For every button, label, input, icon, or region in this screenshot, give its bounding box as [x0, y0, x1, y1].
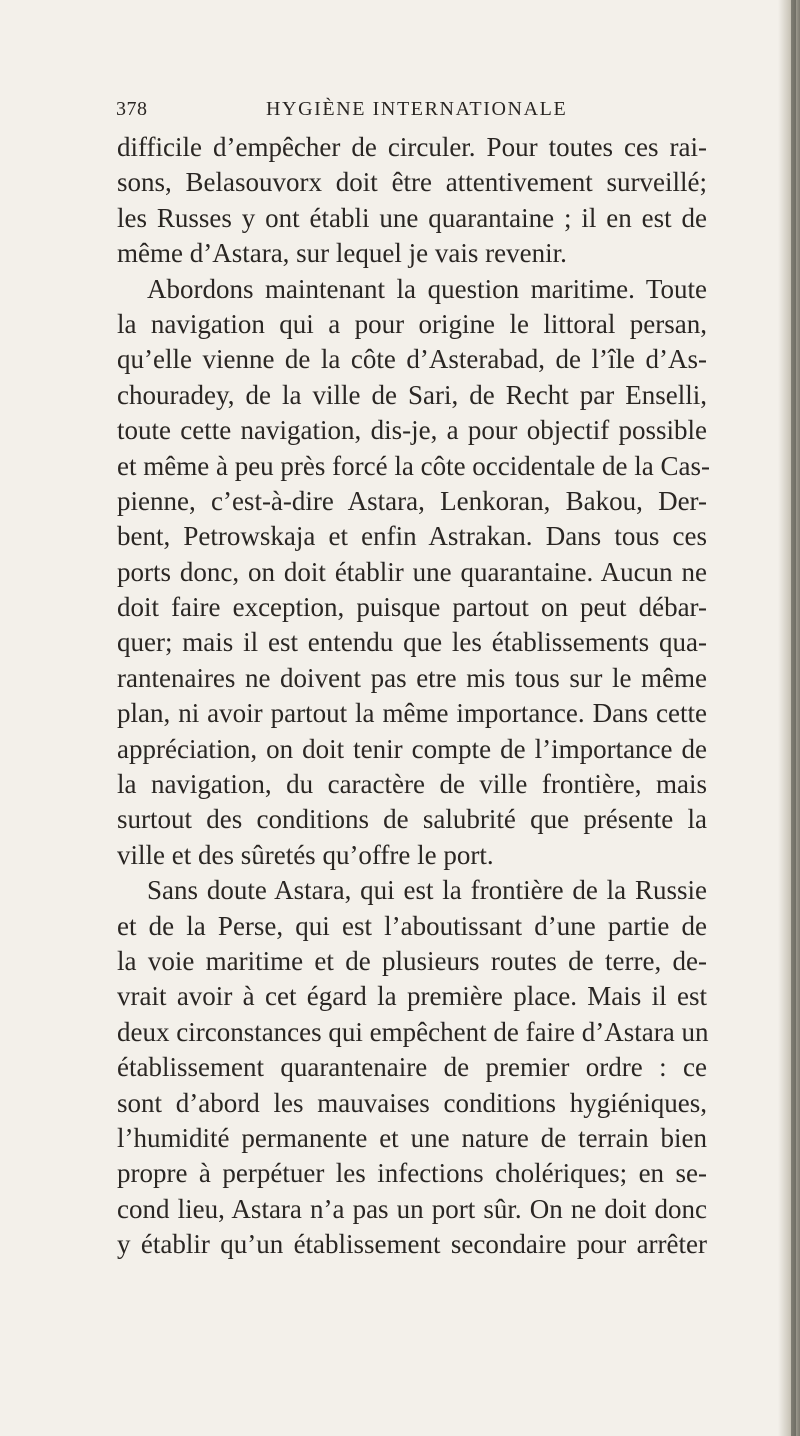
text-line: établissement quarantenaire de premier ordre : ce [117, 1052, 707, 1083]
text-line: bent, Petrowskaja et enfin Astrakan. Dans tous ces [117, 521, 707, 552]
page-number: 378 [116, 98, 148, 120]
running-head [116, 92, 716, 128]
text-line: difficile d’empêcher de circuler. Pour toutes ces rai- [117, 132, 707, 162]
text-line: et même à peu près forcé la côte occidentale de la Cas- [117, 450, 710, 481]
text-line: la voie maritime et de plusieurs routes de terre, de- [117, 945, 707, 976]
text-line: sons, Belasouvorx doit être attentivement surveillé; [117, 167, 707, 198]
text-line: chouradey, de la ville de Sari, de Recht par Enselli, [117, 379, 707, 410]
text-line: pienne, c’est-à-dire Astara, Lenkoran, Bakou, Der- [117, 485, 707, 516]
text-line: y établir qu’un établissement secondaire pour arrêter [117, 1229, 707, 1260]
text-line: Sans doute Astara, qui est la frontière de la Russie [147, 875, 707, 906]
text-line: les Russes y ont établi une quarantaine ; il en est de [117, 202, 707, 233]
text-line: même d’Astara, sur lequel je vais revenir. [117, 238, 567, 269]
text-line: doit faire exception, puisque partout on peut débar- [117, 592, 707, 623]
text-line: l’humidité permanente et une nature de terrain bien [117, 1122, 707, 1153]
page-edge-shadow [778, 0, 800, 1436]
text-line: sont d’abord les mauvaises conditions hygiéniques, [117, 1087, 707, 1118]
text-line: et de la Perse, qui est l’aboutissant d’une partie de [117, 910, 707, 941]
text-line: toute cette navigation, dis-je, a pour objectif possible [117, 415, 707, 446]
text-line: plan, ni avoir partout la même importance. Dans cette [117, 698, 707, 729]
text-line: quer; mais il est entendu que les établissements qua- [117, 627, 707, 658]
text-line: qu’elle vienne de la côte d’Asterabad, de l’île d’As- [117, 344, 707, 375]
text-line: ports donc, on doit établir une quarantaine. Aucun ne [117, 556, 707, 587]
text-line: propre à perpétuer les infections cholériques; en se- [117, 1158, 707, 1189]
text-line: appréciation, on doit tenir compte de l’importance de [117, 733, 707, 764]
running-title: HYGIÈNE INTERNATIONALE [266, 98, 568, 120]
text-line: vrait avoir à cet égard la première place. Mais il est [117, 981, 707, 1012]
page-edge-line [791, 0, 796, 1436]
text-line: la navigation qui a pour origine le littoral persan, [117, 308, 707, 339]
text-line: rantenaires ne doivent pas etre mis tous sur le même [117, 662, 707, 693]
body-text [117, 130, 710, 1263]
text-line: ville et des sûretés qu’offre le port. [117, 839, 494, 870]
text-line: Abordons maintenant la question maritime. Toute [147, 273, 707, 304]
text-line: surtout des conditions de salubrité que présente la [117, 804, 707, 835]
text-line: deux circonstances qui empêchent de faire d’Astara un [117, 1016, 709, 1047]
text-line: la navigation, du caractère de ville frontière, mais [117, 769, 707, 800]
text-line: cond lieu, Astara n’a pas un port sûr. On ne doit donc [117, 1193, 707, 1224]
